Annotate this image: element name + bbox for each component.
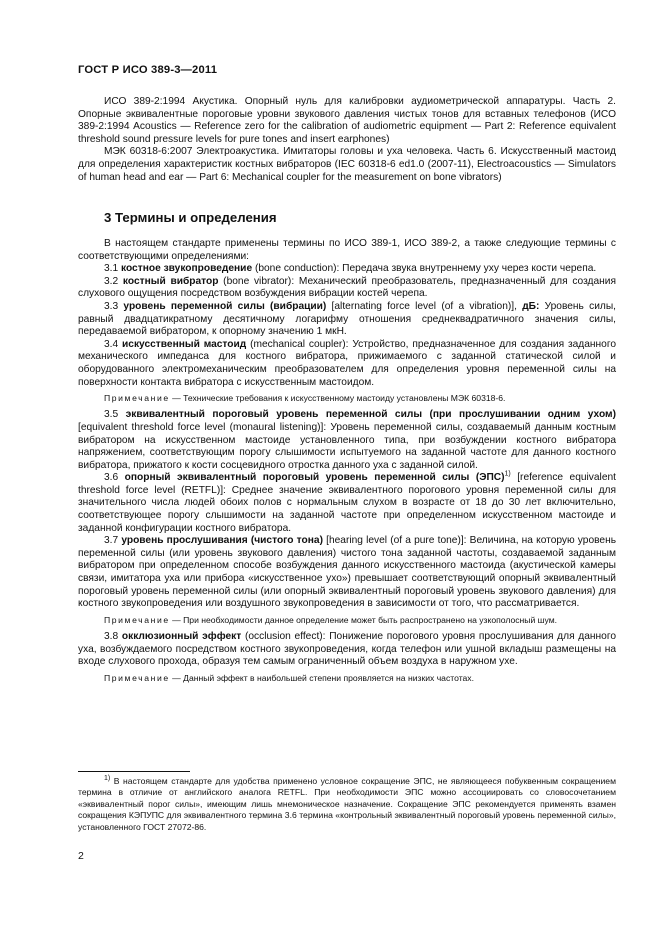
term-3-3	[78, 301, 616, 339]
term-definition: (occlusion effect): Понижение порогового уровня прослушивания для данного уха, возбуждаемого посредством костного звукопроведения, когда телефон или ушной вкладыш размещены на входе слухового прохода, образуя тем самым ограниченный объем воздуха в наружном ухе.	[78, 631, 616, 668]
reference-iec-60318-6: МЭК 60318-6:2007 Электроакустика. Имитаторы головы и уха человека. Часть 6. Искусственный мастоид для определения характеристик костных вибраторов (IEC 60318-6 ed1.0 (2007-11), Electroacoustics — Simulators of human head and ear — Part 6: Mechanical coupler for the measurement on bone vibrators)	[78, 146, 616, 183]
note-1	[78, 393, 616, 404]
term-3-2	[78, 276, 616, 301]
term-number: 3.5	[104, 409, 126, 421]
note-2	[78, 615, 616, 626]
note-text: — Данный эффект в наибольшей степени проявляется на низких частотах.	[169, 672, 474, 683]
footnote-divider	[78, 771, 190, 772]
term-definition: [reference equivalent threshold force level (RETFL)]: Среднее значение эквивалентного порогового уровня переменной силы для значительного числа людей обоих полов с нормальным слухом в возрасте от 18 до 30 лет включительно, соответствующее порогу слышимости на заданной частоте при определенном искусственном мастоиде и заданной конфигурации костного вибратора.	[78, 472, 616, 534]
term-number: 3.4	[104, 338, 123, 350]
note-label: Примечание	[104, 672, 170, 683]
term-definition: (mechanical coupler): Устройство, предназначенное для создания заданного механического импеданса для костного вибратора, прижимаемого с заданной статической силой и оборудованного электромеханическим преобразователем для определения уровня переменной силы на поверхности контакта вибратора с искусственным мастоидом.	[78, 338, 616, 388]
term-unit: дБ:	[522, 300, 540, 312]
term-number: 3.3	[104, 300, 124, 312]
footnote-ref: 1)	[504, 470, 511, 478]
section-title: 3 Термины и определения	[104, 210, 277, 225]
term-name: уровень прослушивания (чистого тона)	[121, 535, 323, 547]
term-number: 3.1	[104, 263, 121, 275]
term-name: окклюзионный эффект	[121, 631, 242, 643]
term-english: [alternating force level (of a vibration)],	[326, 300, 523, 312]
term-definition: [hearing level (of a pure tone)]: Величина, на которую уровень переменной силы (или уровень звукового давления) чистого тона заданной частоты, создаваемой заданным вибратором при определенном способе возбуждения данного искусственного мастоида (акустической камеры связи, имитатора уха или прибора «искусственное ухо») превышает соответствующий опорный эквивалентный пороговый уровень переменной силы (или опорный эквивалентный пороговый уровень звукового давления) для костного звукопроведения или воздушного звукопроведения в зависимости от того, что рассматривается.	[78, 535, 617, 610]
term-3-7	[78, 535, 616, 611]
term-3-4	[78, 339, 616, 389]
footnote-text: В настоящем стандарте для удобства применено условное сокращение ЭПС, не являющееся побуквенным сокращением термина в отличие от английского аналога RETFL. При необходимости ЭПС можно ассоциировать со словосочетанием «эквивалентный порог силы», имеющим лишь мнемоническое назначение. Сокращение ЭПС рекомендуется применять взамен сокращения КЭПУПС для эквивалентного термина 3.6 термина «контрольный эквивалентный пороговый уровень переменной силы», установленного ГОСТ 27072-86.	[78, 776, 616, 832]
term-3-6	[78, 472, 616, 535]
term-definition: Уровень силы, равный двадцатикратному десятичному логарифму отношения среднеквадратичного значения силы, передаваемой вибратором, к опорному значению 1 мкН.	[78, 300, 616, 338]
footnote-mark: 1)	[104, 775, 111, 783]
term-3-5	[78, 409, 616, 472]
note-label: Примечание	[104, 614, 170, 625]
term-number: 3.6	[104, 472, 125, 484]
term-number: 3.8	[104, 631, 122, 643]
term-3-8	[78, 631, 616, 669]
note-text: — Технические требования к искусственному мастоиду установлены МЭК 60318-6.	[169, 393, 506, 404]
reference-iso-389-2: ИСО 389-2:1994 Акустика. Опорный нуль для калибровки аудиометрической аппаратуры. Часть 2. Опорные эквивалентные пороговые уровни звукового давления чистых тонов для вставных телефонов (ИСО 389-2:1994 Acoustics — Reference zero for the calibration of audiometric equipment — Part 2: Reference equivalent threshold sound pressure levels for pure tones and insert earphones)	[78, 96, 616, 145]
term-name: уровень переменной силы (вибрации)	[123, 300, 327, 312]
note-label: Примечание	[104, 393, 170, 404]
term-definition: (bone vibrator): Механический преобразователь, предназначенный для создания слухового ощущения посредством возбуждения вибрации костей черепа.	[78, 275, 616, 300]
term-name: искусственный мастоид	[122, 338, 247, 350]
term-name: костный вибратор	[122, 275, 219, 287]
note-3	[78, 673, 616, 684]
term-name: эквивалентный пороговый уровень переменной силы (при прослушивании одним ухом)	[125, 409, 616, 421]
note-text: — При необходимости данное определение может быть распространено на узкополосный шум.	[169, 614, 558, 625]
page-number: 2	[78, 850, 84, 862]
term-number: 3.2	[104, 275, 123, 287]
term-name: костное звукопроведение	[121, 263, 253, 275]
section-body	[78, 238, 616, 684]
term-definition: (bone conduction): Передача звука внутреннему уху через кости черепа.	[252, 263, 597, 275]
section-intro: В настоящем стандарте применены термины по ИСО 389-1, ИСО 389-2, а также следующие термины с соответствующими определениями:	[78, 238, 616, 262]
normative-references	[78, 96, 616, 184]
running-header: ГОСТ Р ИСО 389-3—2011	[78, 64, 218, 76]
term-3-1	[78, 263, 616, 276]
term-number: 3.7	[104, 535, 122, 547]
footnote	[78, 776, 616, 833]
term-definition: [equivalent threshold force level (monaural listening)]: Уровень переменной силы, создаваемый данным костным вибратором на искусственном мастоиде установленного типа, при возбуждении костного вибратора напряжением, соответствующим порогу слышимости испытуемого на заданной частоте для данного костного вибратора, прижатого к кости сосцевидного отростка данного уха с заданной силой.	[78, 421, 616, 471]
term-name: опорный эквивалентный пороговый уровень переменной силы (ЭПС)	[124, 472, 505, 484]
